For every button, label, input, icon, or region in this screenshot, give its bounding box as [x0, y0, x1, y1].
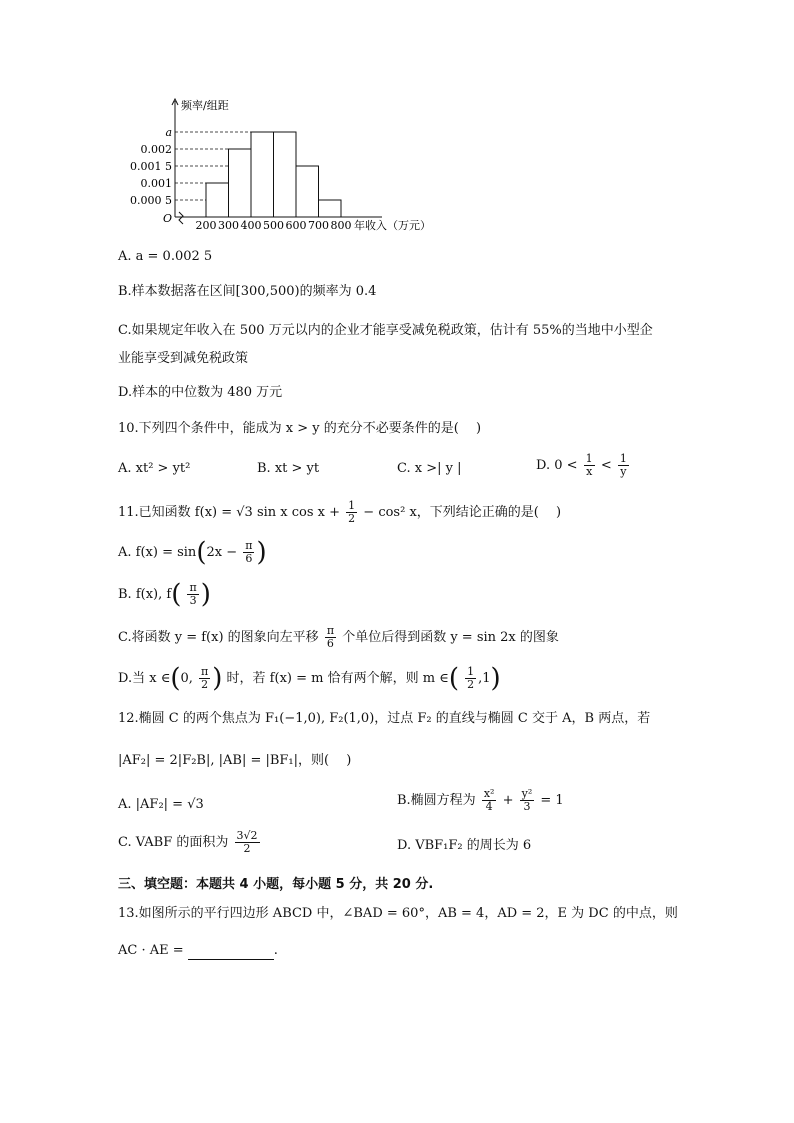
axis-break	[179, 212, 183, 224]
y-tick-label: 0.001	[140, 177, 172, 190]
q9-option-b: B.样本数据落在区间[300,500)的频率为 0.4	[118, 284, 377, 299]
histogram-bar	[274, 132, 297, 217]
q10-option-a: A. xt² > yt²	[118, 461, 191, 476]
x-tick-label: 500	[263, 219, 284, 232]
histogram-bar	[319, 200, 342, 217]
q10-stem: 10.下列四个条件中，能成为 x > y 的充分不必要条件的是( )	[118, 421, 482, 436]
q11-option-c: C.将函数 y = f(x) 的图象向左平移 $\frac{\pi}{6}$ 个单位后得到函数 y = sin 2x 的图象	[118, 624, 559, 650]
q12-stem-line1: 12.椭圆 C 的两个焦点为 F₁(−1,0), F₂(1,0)，过点 F₂ 的直线与椭圆 C 交于 A，B 两点，若	[118, 711, 651, 726]
y-tick-label: a	[165, 126, 172, 139]
q9-option-c-line1: C.如果规定年收入在 500 万元以内的企业才能享受减免税政策，估计有 55%的当地中小型企	[118, 323, 653, 338]
q12-option-d: D. VBF₁F₂ 的周长为 6	[397, 838, 532, 853]
x-tick-label: 200	[195, 219, 217, 232]
x-tick-label: 400	[240, 219, 262, 232]
x-axis-label: 年收入（万元）	[354, 219, 431, 232]
histogram-bar	[206, 183, 229, 217]
q12-option-c: C. VABF 的面积为 $\frac{3√2}{2}$	[118, 829, 258, 855]
q9-option-a: A. a = 0.002 5	[118, 249, 213, 264]
y-tick-label: 0.000 5	[130, 194, 172, 207]
histogram-chart	[120, 95, 460, 240]
q10-option-b: B. xt > yt	[257, 461, 320, 476]
q12-option-a: A. |AF₂| = √3	[118, 797, 204, 812]
answer-blank[interactable]	[188, 945, 274, 960]
q12-stem-line2: |AF₂| = 2|F₂B|, |AB| = |BF₁|，则( )	[118, 753, 352, 768]
x-tick-label: 700	[308, 219, 329, 232]
section-heading: 三、填空题：本题共 4 小题，每小题 5 分，共 20 分.	[118, 877, 434, 892]
x-tick-label: 300	[218, 219, 239, 232]
y-tick-label: 0.001 5	[130, 160, 172, 173]
q12-option-b: B.椭圆方程为 $\frac{\text{x²}}{4}$ + $\frac{\text{y²}}{3}$ = 1	[397, 787, 564, 813]
x-tick-label: 800	[330, 219, 352, 232]
q11-option-b: B. f(x), f( $\frac{\pi}{3}$ )	[118, 579, 211, 610]
histogram-bar	[251, 132, 274, 217]
q11-option-d: D.当 x ∈(0, $\frac{\pi}{2}$ ) 时，若 f(x) = m 恰有两个解，则 m ∈( $\frac{1}{2}$ ,1)	[118, 663, 501, 694]
histogram-bar	[296, 166, 319, 217]
origin-label: O	[163, 212, 173, 225]
q11-option-a: A. f(x) = sin(2x − $\frac{\pi}{6}$ )	[118, 537, 267, 568]
x-tick-label: 600	[285, 219, 307, 232]
q9-option-c-line2: 业能享受到减免税政策	[118, 351, 249, 366]
q13-stem: 13.如图所示的平行四边形 ABCD 中，∠BAD = 60°，AB = 4，AD = 2，E 为 DC 的中点，则	[118, 906, 678, 921]
histogram-bar	[229, 149, 252, 217]
y-axis-label: 频率/组距	[181, 99, 229, 112]
q13-expression: AC · AE = .	[118, 943, 278, 958]
q9-option-d: D.样本的中位数为 480 万元	[118, 385, 283, 400]
y-tick-label: 0.002	[140, 143, 172, 156]
q10-option-d: D. 0 < $\frac{1}{x}$ < $\frac{1}{y}$	[536, 452, 627, 478]
q11-stem: 11.已知函数 f(x) = √3 sin x cos x + $\frac{1}{2}$ − cos² x，下列结论正确的是( )	[118, 499, 562, 525]
q10-option-c: C. x >| y |	[397, 461, 462, 476]
